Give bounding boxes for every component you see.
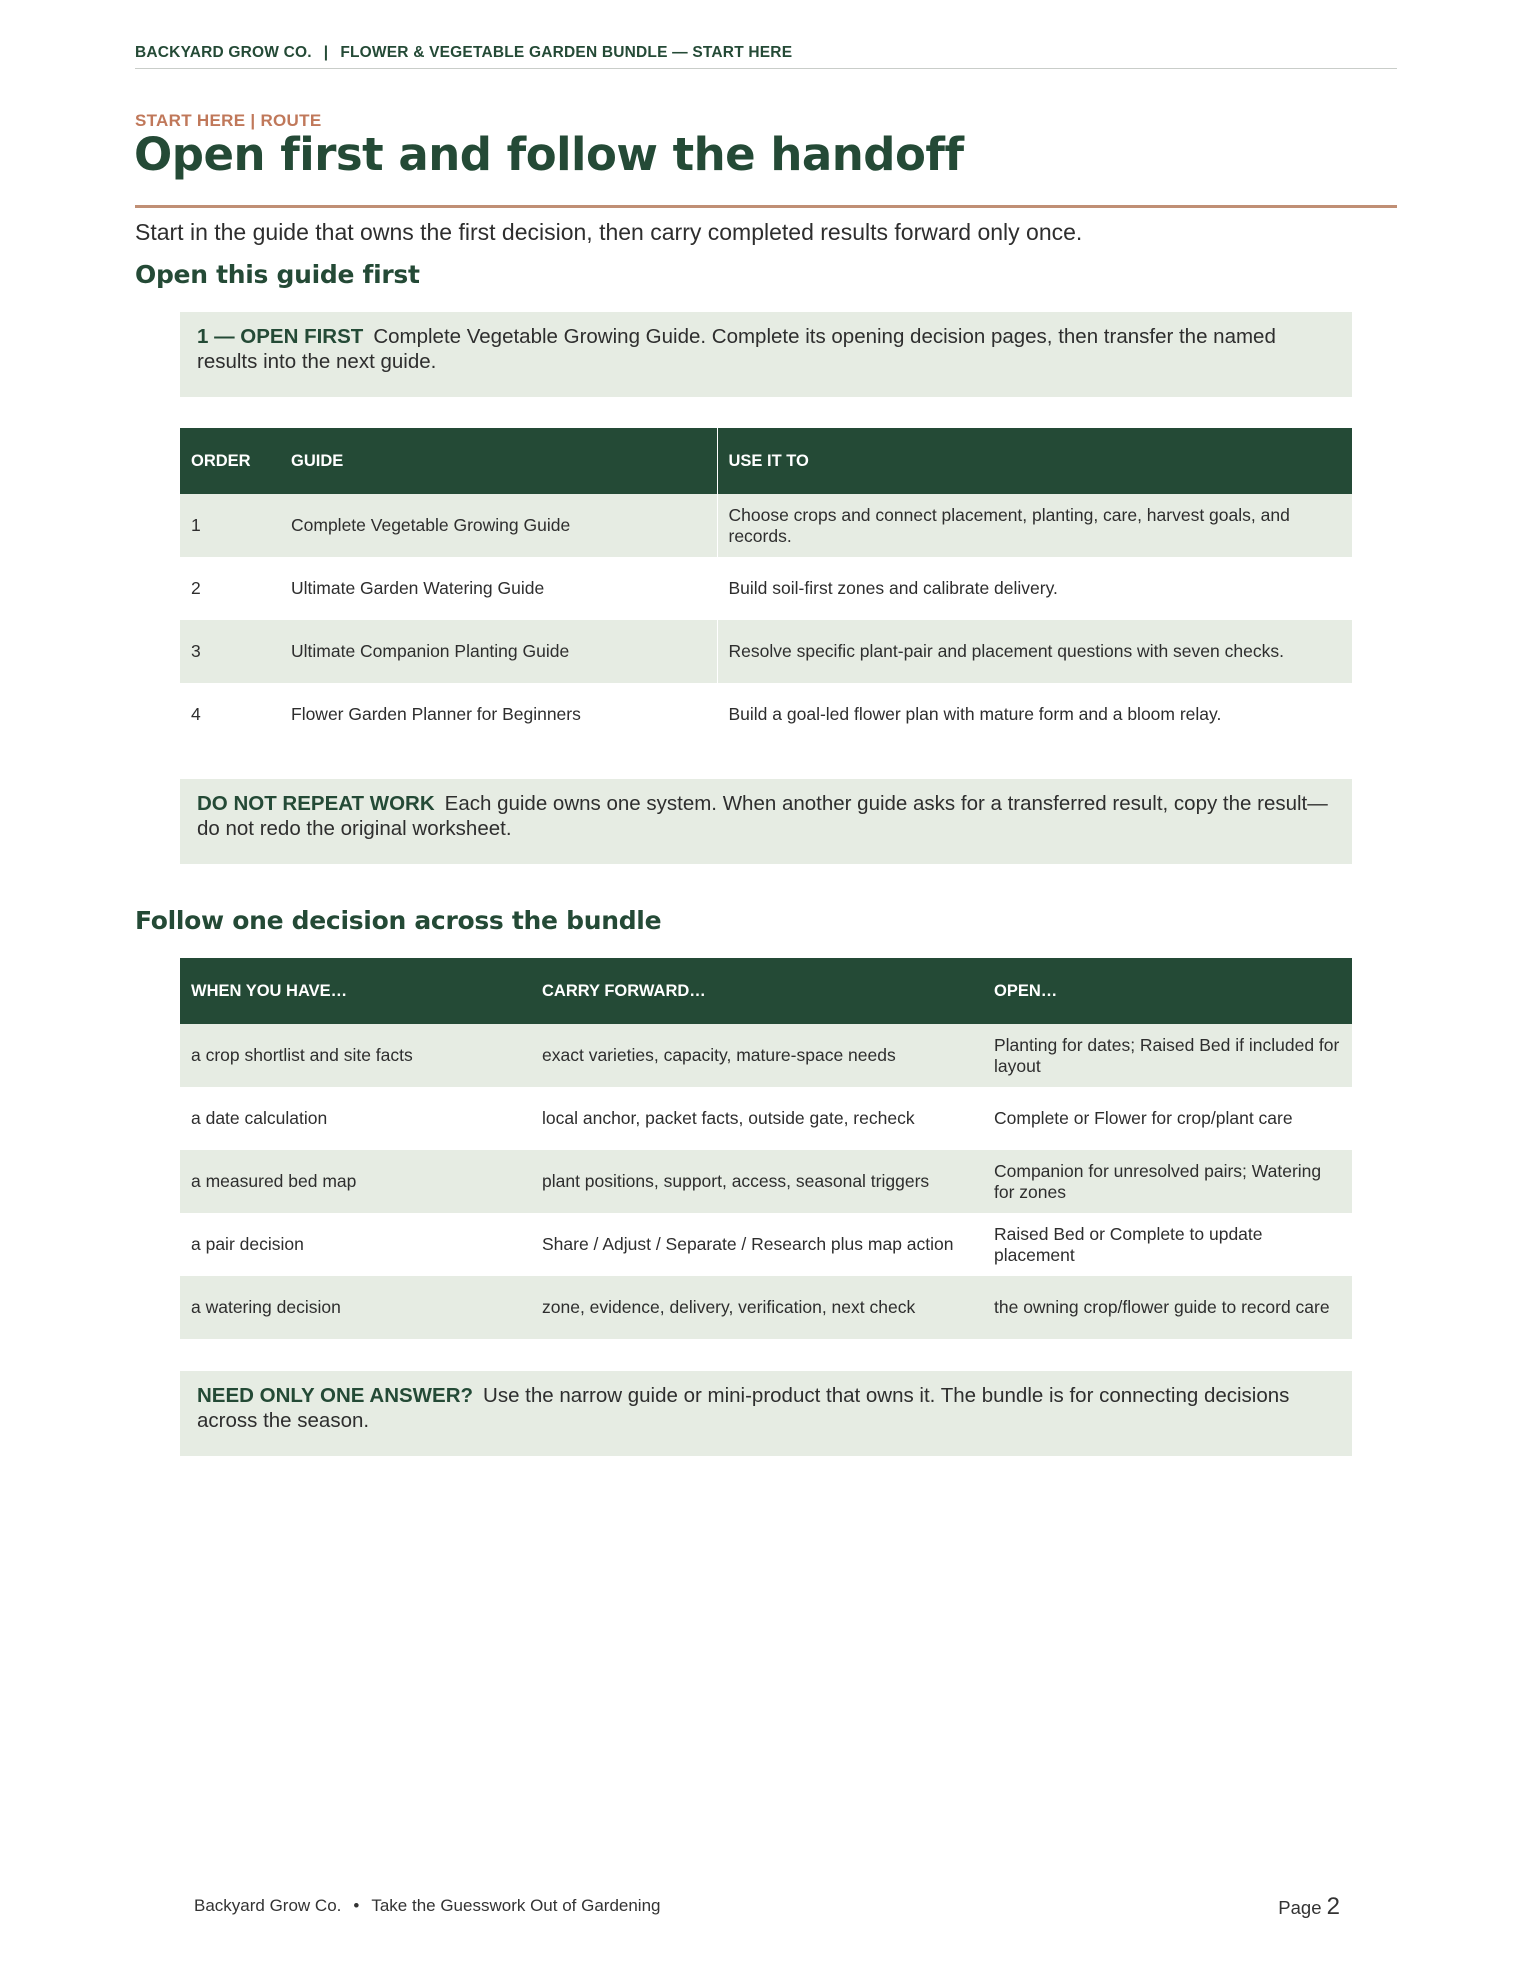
- callout-tag: NEED ONLY ONE ANSWER?: [197, 1384, 474, 1407]
- page-label: Page: [1278, 1897, 1322, 1918]
- section-heading-follow-decision: Follow one decision across the bundle: [135, 906, 662, 935]
- footer-tagline: Take the Guesswork Out of Gardening: [371, 1896, 661, 1915]
- guide-cell: Ultimate Companion Planting Guide: [280, 620, 717, 683]
- callout-tag: 1 — OPEN FIRST: [197, 325, 364, 348]
- column-header-guide: GUIDE: [280, 428, 717, 494]
- table-row: [180, 620, 1352, 683]
- table-row: [180, 1276, 1352, 1339]
- column-header-when-you-have: WHEN YOU HAVE…: [180, 958, 531, 1024]
- running-header: [135, 44, 1397, 69]
- title-rule: [135, 205, 1397, 208]
- carry-cell: zone, evidence, delivery, verification, next check: [531, 1276, 983, 1339]
- page-number: [1278, 1893, 1340, 1921]
- callout-text: Each guide owns one system. When another guide asks for a transferred result, copy the result—do not redo the original worksheet.: [197, 792, 1328, 840]
- use-cell: Resolve specific plant-pair and placement questions with seven checks.: [717, 620, 1352, 683]
- open-cell: the owning crop/flower guide to record care: [983, 1276, 1352, 1339]
- table-row: [180, 1150, 1352, 1213]
- carry-cell: local anchor, packet facts, outside gate, recheck: [531, 1087, 983, 1150]
- order-cell: 2: [180, 557, 280, 620]
- table-row: [180, 494, 1352, 557]
- page-number-value: 2: [1326, 1893, 1340, 1920]
- lede-paragraph: Start in the guide that owns the first decision, then carry completed results forward only once.: [135, 219, 1083, 245]
- need-one-answer-callout: [180, 1371, 1352, 1456]
- footer-credit: [194, 1896, 661, 1916]
- section-eyebrow: START HERE | ROUTE: [135, 111, 322, 130]
- guide-cell: Ultimate Garden Watering Guide: [280, 557, 717, 620]
- table-row: [180, 1087, 1352, 1150]
- table-header-row: [180, 428, 1352, 494]
- open-cell: Planting for dates; Raised Bed if included for layout: [983, 1024, 1352, 1087]
- table-row: [180, 557, 1352, 620]
- carry-cell: Share / Adjust / Separate / Research plus map action: [531, 1213, 983, 1276]
- callout-text: Complete Vegetable Growing Guide. Complete its opening decision pages, then transfer the named results into the next guide.: [197, 325, 1276, 373]
- guide-order-table: [180, 428, 1352, 746]
- column-header-open: OPEN…: [983, 958, 1352, 1024]
- open-cell: Complete or Flower for crop/plant care: [983, 1087, 1352, 1150]
- callout-text: Use the narrow guide or mini-product that owns it. The bundle is for connecting decisions across the season.: [197, 1384, 1290, 1432]
- when-cell: a crop shortlist and site facts: [180, 1024, 531, 1087]
- order-cell: 4: [180, 683, 280, 746]
- carry-cell: exact varieties, capacity, mature-space needs: [531, 1024, 983, 1087]
- table-row: [180, 1024, 1352, 1087]
- table-row: [180, 683, 1352, 746]
- guide-cell: Complete Vegetable Growing Guide: [280, 494, 717, 557]
- order-cell: 1: [180, 494, 280, 557]
- footer-bullet: •: [353, 1896, 360, 1915]
- column-header-carry-forward: CARRY FORWARD…: [531, 958, 983, 1024]
- footer-company: Backyard Grow Co.: [194, 1896, 342, 1915]
- header-brand: BACKYARD GROW CO.: [135, 44, 312, 61]
- page-title: Open first and follow the handoff: [134, 128, 964, 181]
- carry-cell: plant positions, support, access, seasonal triggers: [531, 1150, 983, 1213]
- header-doc-title: FLOWER & VEGETABLE GARDEN BUNDLE — START HERE: [340, 44, 793, 61]
- open-cell: Raised Bed or Complete to update placement: [983, 1213, 1352, 1276]
- header-separator: |: [323, 44, 329, 61]
- use-cell: Build a goal-led flower plan with mature form and a bloom relay.: [717, 683, 1352, 746]
- open-cell: Companion for unresolved pairs; Watering for zones: [983, 1150, 1352, 1213]
- use-cell: Choose crops and connect placement, planting, care, harvest goals, and records.: [717, 494, 1352, 557]
- section-heading-open-first: Open this guide first: [135, 260, 420, 289]
- column-header-order: ORDER: [180, 428, 280, 494]
- when-cell: a pair decision: [180, 1213, 531, 1276]
- table-header-row: [180, 958, 1352, 1024]
- handoff-table: [180, 958, 1352, 1339]
- when-cell: a date calculation: [180, 1087, 531, 1150]
- column-header-use-it-to: USE IT TO: [717, 428, 1352, 494]
- order-cell: 3: [180, 620, 280, 683]
- callout-tag: DO NOT REPEAT WORK: [197, 792, 435, 815]
- open-first-callout: [180, 312, 1352, 397]
- when-cell: a watering decision: [180, 1276, 531, 1339]
- guide-cell: Flower Garden Planner for Beginners: [280, 683, 717, 746]
- use-cell: Build soil-first zones and calibrate delivery.: [717, 557, 1352, 620]
- do-not-repeat-callout: [180, 779, 1352, 864]
- table-row: [180, 1213, 1352, 1276]
- when-cell: a measured bed map: [180, 1150, 531, 1213]
